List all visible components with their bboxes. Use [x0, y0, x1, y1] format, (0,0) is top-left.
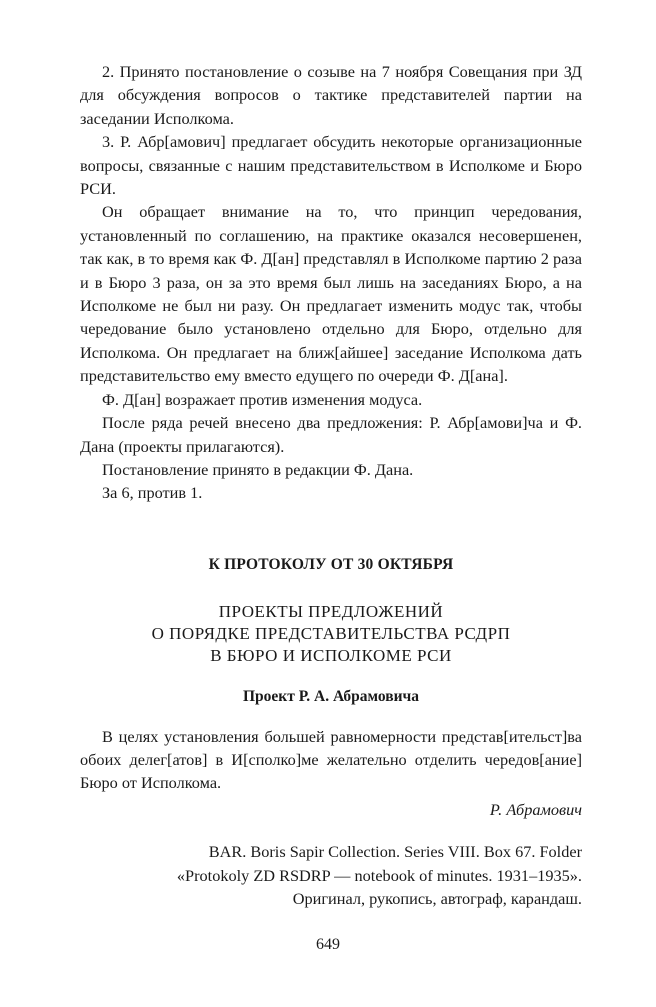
source-line: BAR. Boris Sapir Collection. Series VIII. Box 67. Folder	[208, 842, 582, 862]
source-note	[80, 840, 582, 910]
paragraph-item-2: 2. Принято постановление о созыве на 7 ноября Совещания при ЗД для обсуждения вопросов о тактике представителей партии на заседании Исполкома.	[80, 62, 582, 128]
subheading-line: О ПОРЯДКЕ ПРЕДСТАВИТЕЛЬСТВА РСДРП	[151, 624, 511, 644]
page-body	[80, 60, 582, 910]
paragraph-objection: Ф. Д[ан] возражает против изменения модуса.	[102, 389, 423, 409]
subheading-line: В БЮРО И ИСПОЛКОМЕ РСИ	[210, 646, 452, 666]
paragraph-proposals: После ряда речей внесено два предложения: Р. Абр[амови]ча и Ф. Дана (проекты прилагаются).	[80, 413, 582, 456]
subheading-block	[80, 601, 582, 667]
subheading-line: ПРОЕКТЫ ПРЕДЛОЖЕНИЙ	[218, 602, 444, 622]
source-line: «Protokoly ZD RSDRP — notebook of minutes. 1931–1935».	[176, 865, 582, 885]
source-line: Оригинал, рукопись, автограф, карандаш.	[292, 888, 582, 908]
paragraph-item-3: 3. Р. Абр[амович] предлагает обсудить некоторые организационные вопросы, связанные с нашим представительством в Исполкоме и Бюро РСИ.	[80, 132, 582, 199]
paragraph-vote: За 6, против 1.	[102, 483, 203, 503]
signature: Р. Абрамович	[489, 799, 582, 819]
section-heading: К ПРОТОКОЛУ ОТ 30 ОКТЯБРЯ	[208, 555, 454, 573]
paragraph-resolution: Постановление принято в редакции Ф. Дана.	[102, 459, 414, 479]
page-number: 649	[316, 936, 340, 953]
paragraph-rotation-principle: Он обращает внимание на то, что принцип чередования, установленный по соглашению, на практике оказался несовершенен, так как, в то время как Ф. Д[ан] представлял в Исполкоме партию 2 раза и в Бюро 3 раза, он за это время был лишь на заседаниях Бюро, а на Исполкоме не был ни разу. Он предлагает изменить модус так, чтобы чередование было установлено отдельно для Бюро, отдельно для Исполкома. Он предлагает на ближ[айшее] заседание Исполкома дать представительство ему вместо едущего по очереди Ф. Д[ана].	[80, 202, 582, 386]
project-title: Проект Р. А. Абрамовича	[243, 688, 419, 706]
project-text: В целях установления большей равномерности представ[ительст]ва обоих делег[атов] в И[сполко]ме желательно отделить чередов[ание] Бюро от Исполкома.	[80, 726, 582, 793]
